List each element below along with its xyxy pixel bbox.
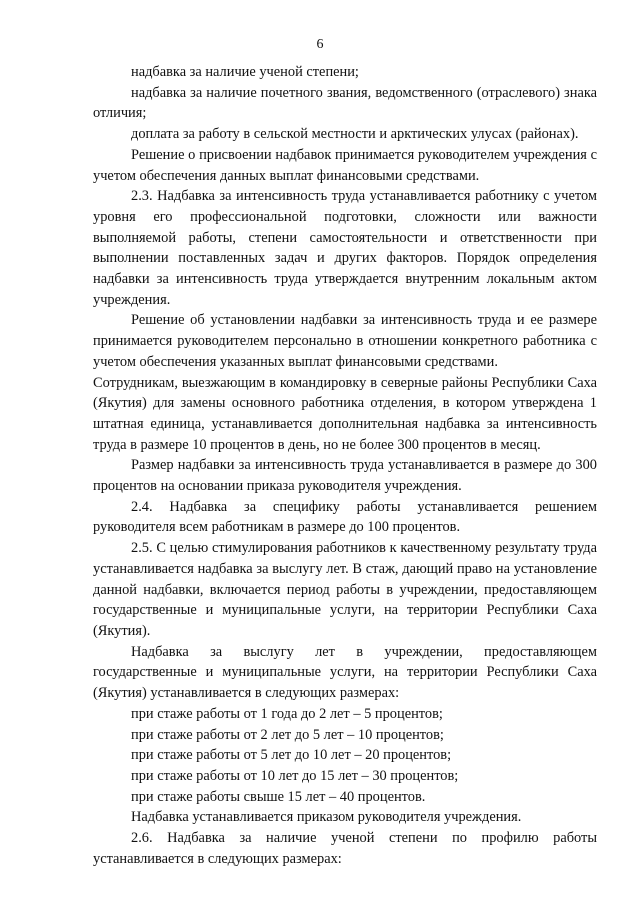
- paragraph: 2.5. С целью стимулирования работников к качественному результату труда устанавливается надбавка за выслугу лет. В стаж, дающий право на установление данной надбавки, включается период работы в учреждении, предоставляющем государственные и муниципальные услуги, на территории Республики Саха (Якутия).: [93, 540, 597, 639]
- paragraph: Сотрудникам, выезжающим в командировку в северные районы Республики Саха (Якутия) для замены основного работника отделения, в котором утверждена 1 штатная единица, устанавливается дополнительная надбавка за интенсивность труда в размере 10 процентов в день, но не более 300 процентов в месяц.: [93, 374, 597, 453]
- paragraph: надбавка за наличие почетного звания, ведомственного (отраслевого) знака отличия;: [93, 84, 597, 122]
- list-item: при стаже работы от 2 лет до 5 лет – 10 процентов;: [131, 726, 444, 743]
- paragraph: Надбавка за выслугу лет в учреждении, предоставляющем государственные и муниципальные услуги, на территории Республики Саха (Якутия) устанавливается в следующих размерах:: [93, 643, 597, 702]
- paragraph: Размер надбавки за интенсивность труда устанавливается в размере до 300 процентов на основании приказа руководителя учреждения.: [93, 457, 597, 495]
- document-body: [93, 62, 597, 869]
- list-item: при стаже работы от 5 лет до 10 лет – 20 процентов;: [131, 747, 452, 764]
- list-item: при стаже работы свыше 15 лет – 40 процентов.: [131, 788, 426, 805]
- list-item: при стаже работы от 1 года до 2 лет – 5 процентов;: [131, 705, 443, 722]
- paragraph: 2.6. Надбавка за наличие ученой степени по профилю работы устанавливается в следующих размерах:: [93, 830, 597, 867]
- paragraph: Надбавка устанавливается приказом руководителя учреждения.: [131, 809, 522, 826]
- paragraph: 2.4. Надбавка за специфику работы устанавливается решением руководителя всем работникам в размере до 100 процентов.: [93, 498, 597, 536]
- paragraph: доплата за работу в сельской местности и арктических улусах (районах).: [131, 126, 579, 143]
- paragraph: Решение о присвоении надбавок принимается руководителем учреждения с учетом обеспечения данных выплат финансовыми средствами.: [93, 146, 597, 184]
- paragraph: Решение об установлении надбавки за интенсивность труда и ее размере принимается руководителем персонально в отношении конкретного работника с учетом обеспечения указанных выплат финансовыми средствами.: [93, 312, 597, 370]
- page-number: 6: [316, 37, 324, 52]
- paragraph: 2.3. Надбавка за интенсивность труда устанавливается работнику с учетом уровня его профессиональной подготовки, сложности или важности выполняемой работы, степени самостоятельности и ответственности при выполнении поставленных задач и других факторов. Порядок определения надбавки за интенсивность труда утверждается внутренним локальным актом учреждения.: [93, 188, 597, 308]
- paragraph: надбавка за наличие ученой степени;: [131, 64, 359, 80]
- list-item: при стаже работы от 10 лет до 15 лет – 30 процентов;: [131, 767, 459, 784]
